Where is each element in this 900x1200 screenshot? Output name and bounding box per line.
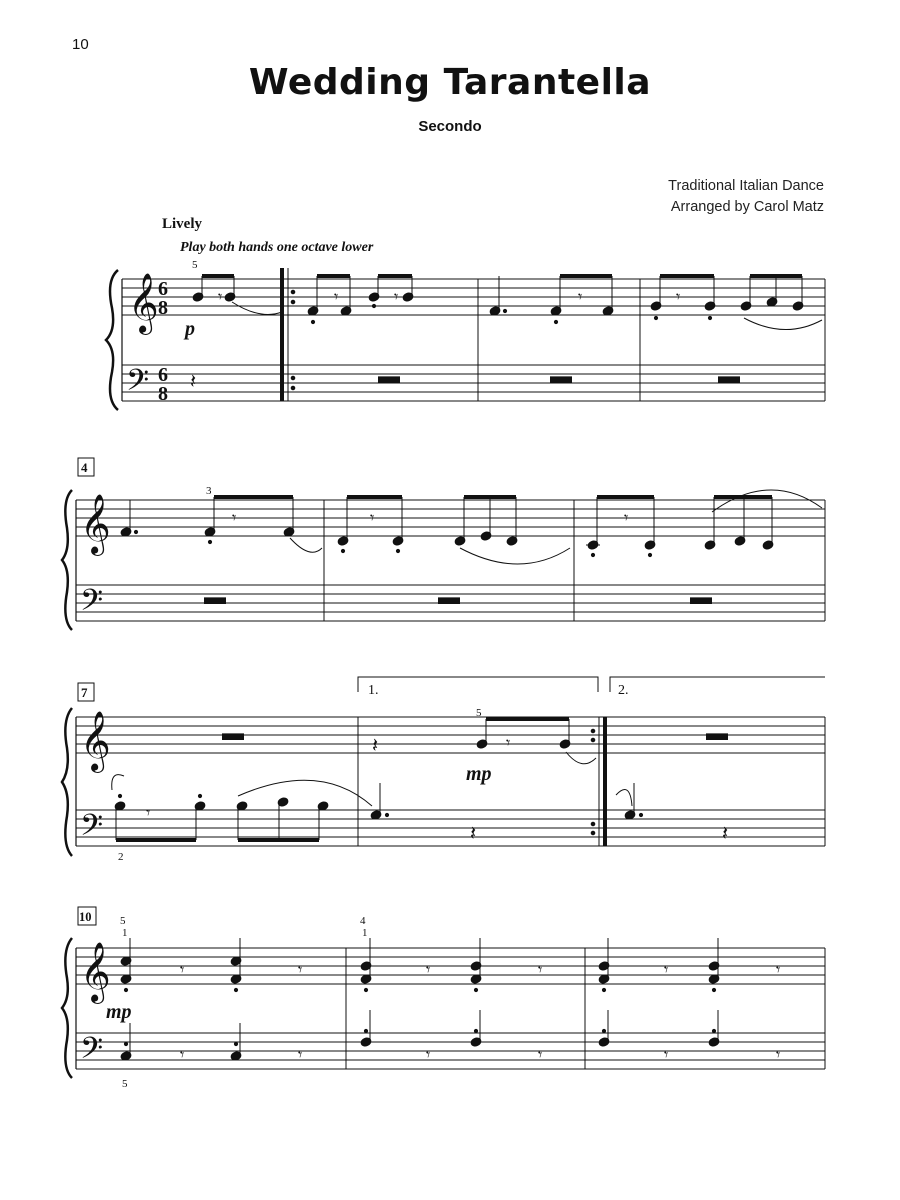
svg-text:𝄾: 𝄾	[370, 510, 375, 527]
page-title: Wedding Tarantella	[248, 62, 652, 103]
svg-text:𝄾: 𝄾	[676, 289, 681, 306]
system-4	[62, 907, 825, 1090]
performance-instruction: Play both hands one octave lower	[180, 240, 374, 255]
svg-text:▬: ▬	[204, 584, 226, 609]
svg-text:▬: ▬	[718, 363, 740, 388]
svg-text:𝄾: 𝄾	[538, 1047, 543, 1064]
second-ending-label: 2.	[618, 683, 629, 698]
svg-text:▬: ▬	[438, 584, 460, 609]
treble-clef: 𝄞	[80, 494, 111, 554]
subtitle: Secondo	[418, 118, 482, 135]
measure-6	[586, 490, 822, 609]
measure-9	[616, 720, 728, 845]
system-1	[106, 259, 825, 410]
tempo-marking: Lively	[162, 216, 202, 232]
svg-text:𝄾: 𝄾	[578, 289, 583, 306]
first-ending-label: 1.	[368, 683, 379, 698]
grand-staff-brace	[62, 938, 72, 1078]
bass-clef: 𝄢	[80, 1032, 104, 1073]
svg-text:▬: ▬	[690, 584, 712, 609]
svg-text:𝄽: 𝄽	[190, 371, 197, 393]
svg-text:5: 5	[476, 707, 482, 719]
svg-text:1: 1	[362, 927, 368, 939]
dynamic-marking: mp	[466, 763, 492, 785]
svg-text:𝄽: 𝄽	[470, 823, 477, 845]
svg-text:8: 8	[158, 297, 168, 319]
svg-text:𝄽: 𝄽	[722, 823, 729, 845]
svg-text:𝄽: 𝄽	[372, 735, 379, 757]
svg-text:𝄾: 𝄾	[180, 962, 185, 979]
svg-text:𝄾: 𝄾	[232, 510, 237, 527]
svg-text:𝄾: 𝄾	[506, 735, 511, 752]
measure-10	[106, 915, 302, 1090]
measure-2	[489, 276, 614, 388]
svg-text:5: 5	[192, 259, 198, 271]
system-2	[62, 458, 825, 630]
measure-8	[370, 707, 596, 845]
measure-7	[112, 720, 372, 863]
bass-clef: 𝄢	[80, 809, 104, 850]
svg-text:𝄾: 𝄾	[298, 962, 303, 979]
svg-text:𝄾: 𝄾	[664, 962, 669, 979]
dynamic-marking: p	[185, 318, 195, 340]
svg-text:8: 8	[158, 383, 168, 405]
svg-text:𝄾: 𝄾	[776, 962, 781, 979]
composer-credit: Traditional Italian Dance	[668, 178, 824, 194]
grand-staff-brace	[106, 270, 118, 410]
svg-text:𝄾: 𝄾	[664, 1047, 669, 1064]
svg-text:4: 4	[360, 915, 366, 927]
svg-text:1: 1	[122, 927, 128, 939]
svg-text:5: 5	[120, 915, 126, 927]
svg-text:𝄾: 𝄾	[776, 1047, 781, 1064]
first-ending-bracket	[358, 677, 598, 692]
second-ending-bracket	[610, 677, 825, 692]
treble-clef: 𝄞	[128, 273, 159, 333]
svg-text:2: 2	[118, 851, 124, 863]
svg-text:𝄾: 𝄾	[394, 289, 399, 306]
treble-staff	[76, 500, 825, 536]
svg-text:▬: ▬	[222, 720, 244, 745]
measure-3	[650, 276, 822, 388]
measure-number: 7	[81, 685, 88, 700]
measure-number: 10	[79, 910, 92, 924]
measure-5	[337, 497, 570, 609]
svg-text:6: 6	[158, 364, 168, 386]
svg-text:𝄾: 𝄾	[180, 1047, 185, 1064]
dynamic-marking: mp	[106, 1001, 132, 1023]
time-signature	[158, 278, 168, 405]
bass-clef: 𝄢	[126, 364, 150, 405]
svg-text:𝄾: 𝄾	[298, 1047, 303, 1064]
svg-text:▬: ▬	[550, 363, 572, 388]
treble-clef: 𝄞	[80, 711, 111, 771]
svg-text:3: 3	[206, 485, 212, 497]
svg-text:𝄾: 𝄾	[218, 289, 223, 306]
measure-4	[120, 485, 322, 609]
svg-text:𝄾: 𝄾	[426, 1047, 431, 1064]
grand-staff-brace	[62, 708, 72, 856]
grand-staff-brace	[62, 490, 72, 630]
measure-number: 4	[81, 460, 88, 475]
measure-1	[307, 276, 414, 388]
system-3	[62, 677, 825, 863]
svg-text:𝄾: 𝄾	[146, 805, 151, 822]
page-number: 10	[72, 36, 89, 53]
svg-text:𝄾: 𝄾	[426, 962, 431, 979]
treble-clef: 𝄞	[80, 942, 111, 1002]
svg-text:▬: ▬	[378, 363, 400, 388]
svg-text:6: 6	[158, 278, 168, 300]
bass-clef: 𝄢	[80, 584, 104, 625]
svg-text:𝄾: 𝄾	[538, 962, 543, 979]
svg-text:5: 5	[122, 1078, 128, 1090]
arranger-credit: Arranged by Carol Matz	[670, 199, 824, 215]
svg-text:𝄾: 𝄾	[334, 289, 339, 306]
svg-text:𝄾: 𝄾	[624, 510, 629, 527]
svg-text:▬: ▬	[706, 720, 728, 745]
